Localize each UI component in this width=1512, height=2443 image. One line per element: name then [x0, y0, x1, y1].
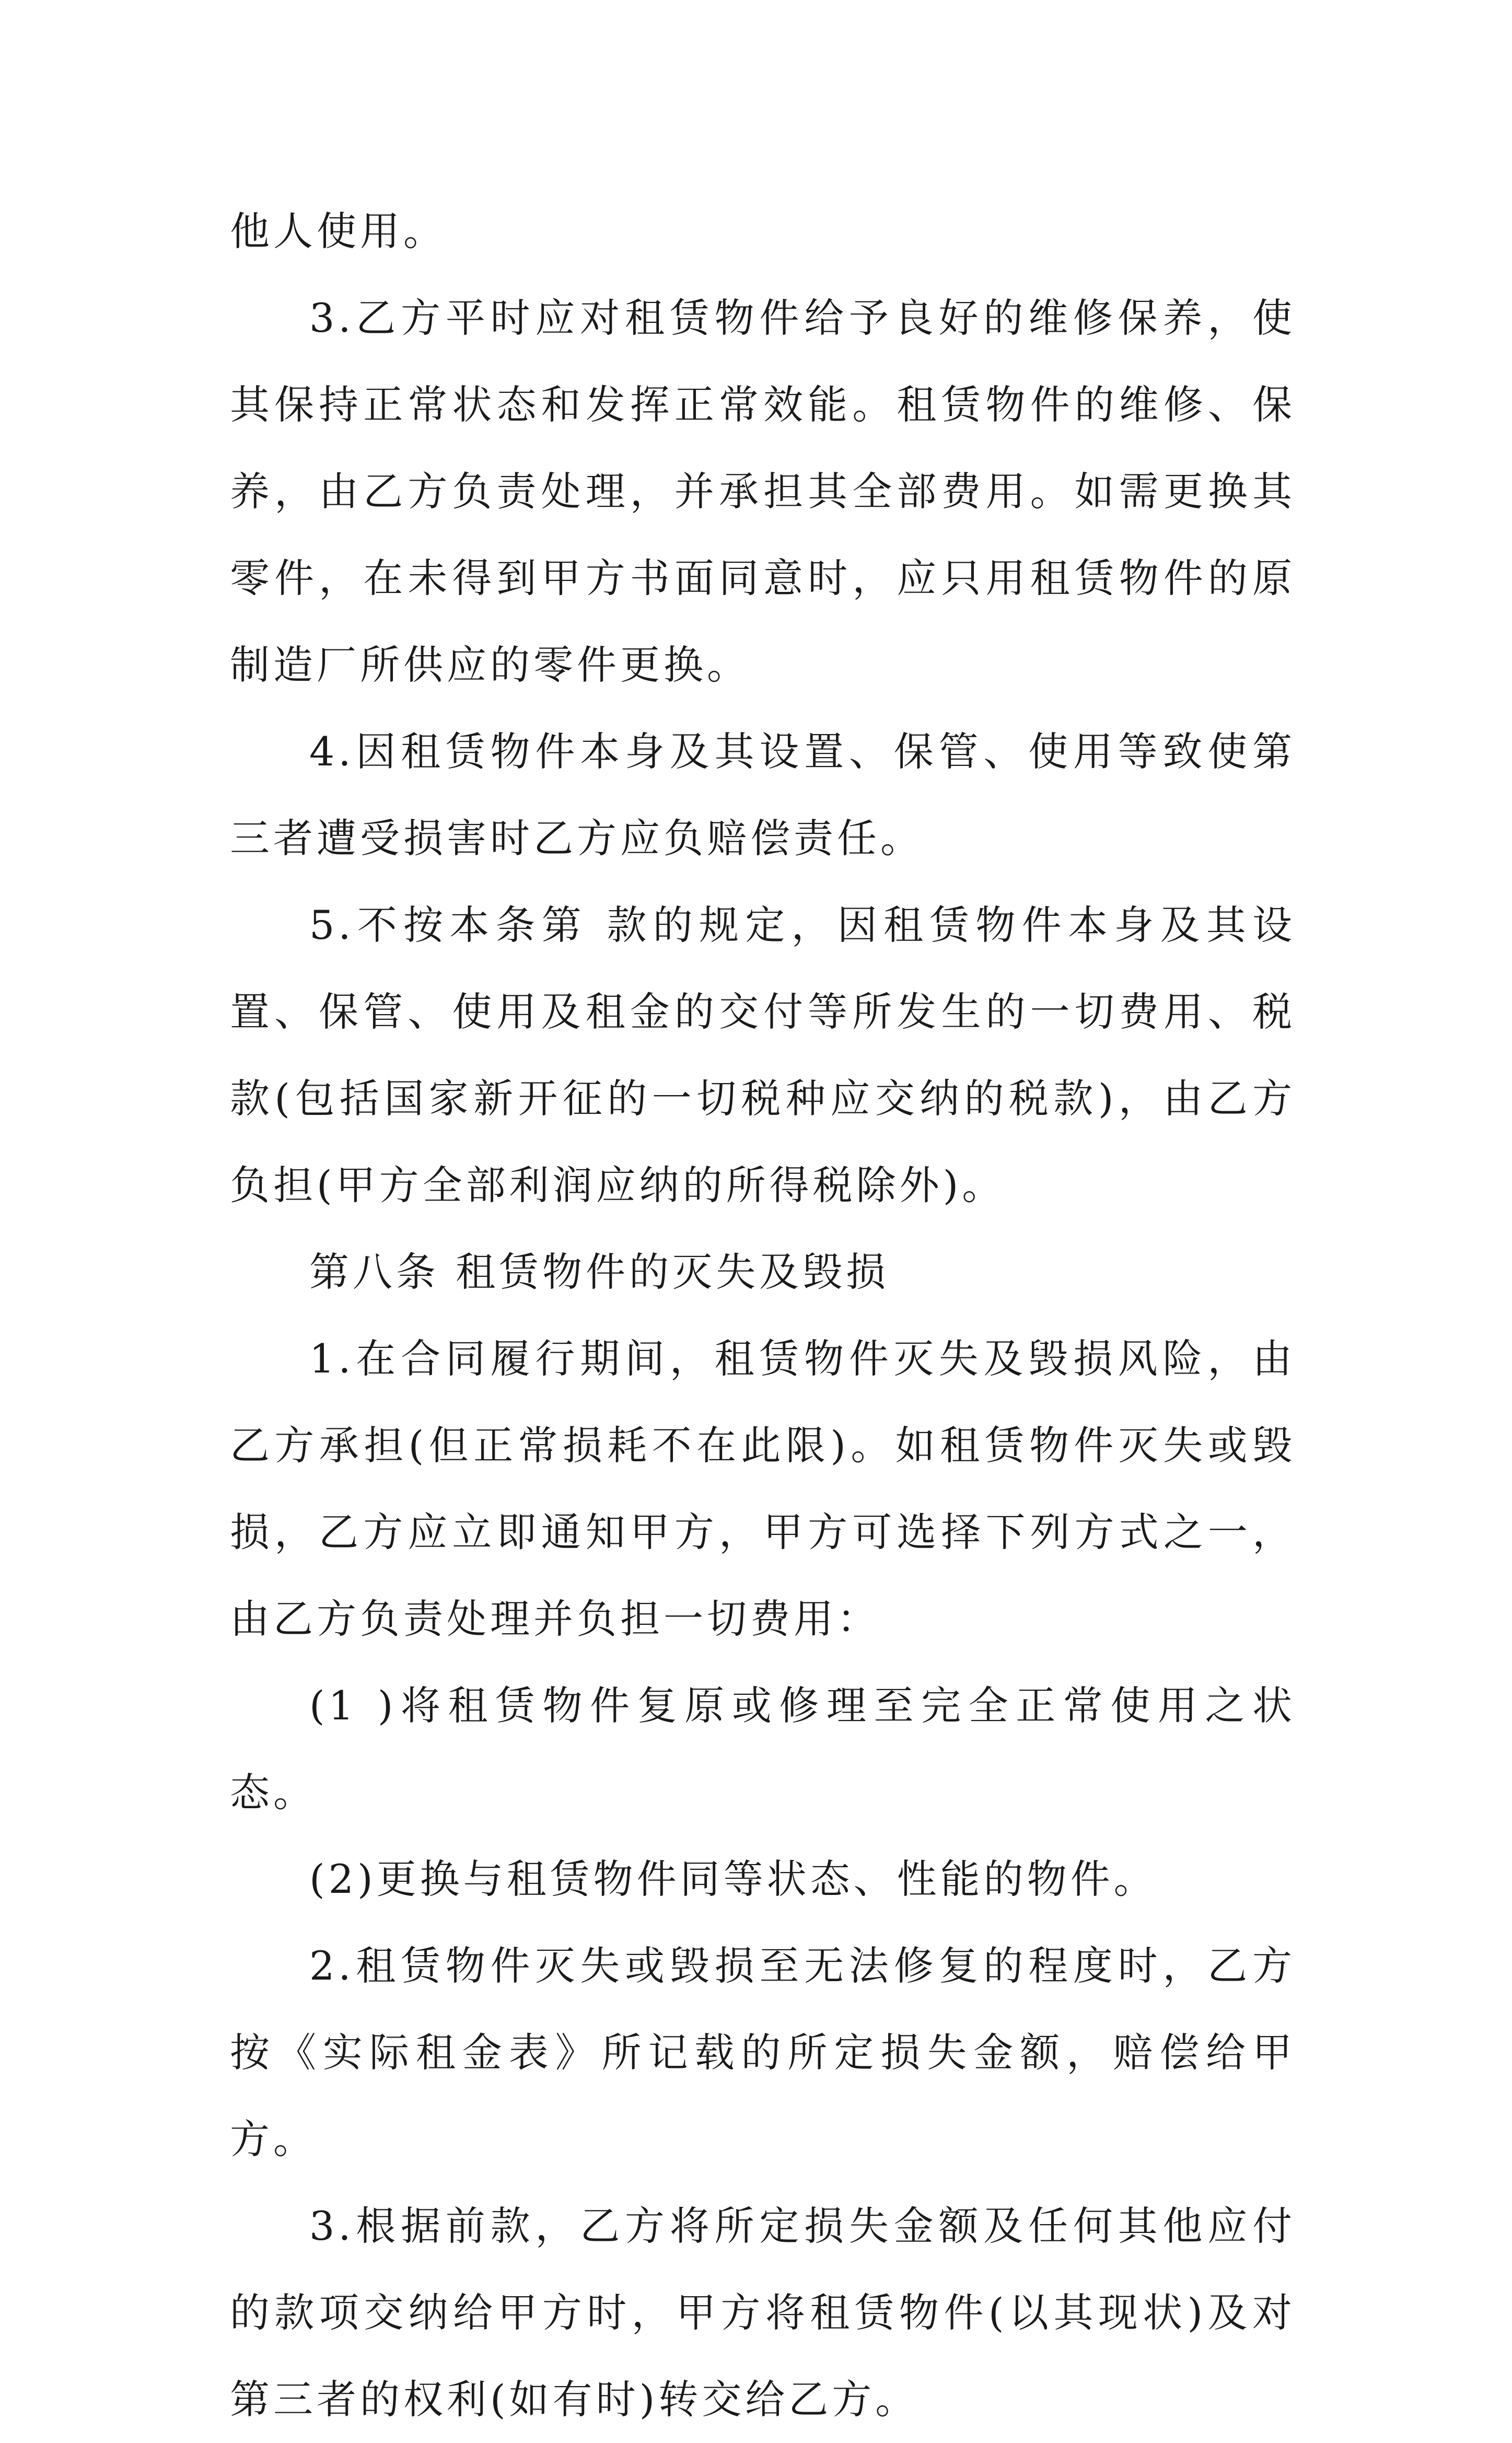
- paragraph-item-5-fees-and-taxes: 5.不按本条第 款的规定，因租赁物件本身及其设置、保管、使用及租金的交付等所发生的一切费用、税款(包括国家新开征的一切税种应交纳的税款)，由乙方负担(甲方全部利润应纳的所得税除外)。: [230, 902, 1296, 1208]
- paragraph-item-3-maintenance: 3.乙方平时应对租赁物件给予良好的维修保养，使其保持正常状态和发挥正常效能。租赁物件的维修、保养，由乙方负责处理，并承担其全部费用。如需更换其零件，在未得到甲方书面同意时，应只用租赁物件的原制造厂所供应的零件更换。: [230, 295, 1296, 688]
- paragraph-item-4-third-party-damage: 4.因租赁物件本身及其设置、保管、使用等致使第三者遭受损害时乙方应负赔偿责任。: [230, 728, 1296, 862]
- paragraph-article-8-item-1: 1.在合同履行期间，租赁物件灭失及毁损风险，由乙方承担(但正常损耗不在此限)。如租赁物件灭失或毁损，乙方应立即通知甲方，甲方可选择下列方式之一，由乙方负责处理并负担一切费用：: [230, 1335, 1296, 1642]
- section-heading-article-8: 第八条 租赁物件的灭失及毁损: [309, 1249, 890, 1295]
- paragraph-continuation: 他人使用。: [230, 208, 447, 254]
- paragraph-article-8-item-3: 3.根据前款，乙方将所定损失金额及任何其他应付的款项交纳给甲方时，甲方将租赁物件(以其现状)及对第三者的权利(如有时)转交给乙方。: [230, 2203, 1296, 2423]
- paragraph-article-8-item-2: 2.租赁物件灭失或毁损至无法修复的程度时，乙方按《实际租金表》所记载的所定损失金额，赔偿给甲方。: [230, 1942, 1296, 2162]
- document-body: [230, 188, 1296, 2443]
- paragraph-option-2: (2)更换与租赁物件同等状态、性能的物件。: [309, 1856, 1157, 1902]
- paragraph-option-1: (1 )将租赁物件复原或修理至完全正常使用之状态。: [230, 1682, 1296, 1816]
